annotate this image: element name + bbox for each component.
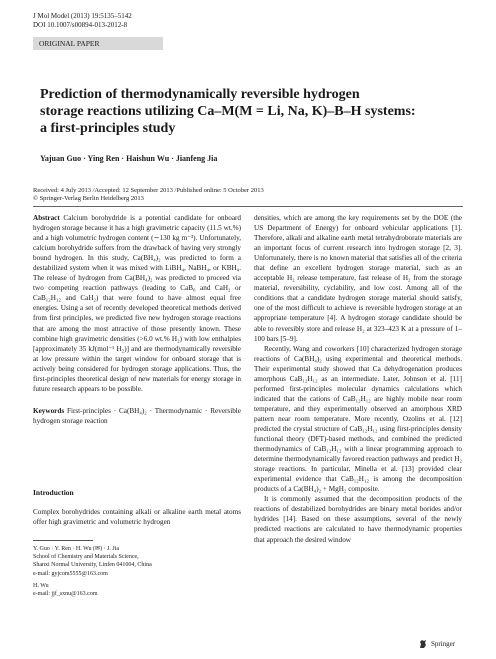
right-paragraph-1: densities, which are among the key requirements set by the DOE (the US Department of Energy) for onboard vehicular applications [1]. Therefore, alkali and alkaline earth metal tetrahydroborate materials are an important focus of current research into hydrogen storage [2, 3]. Unfortunately, there is no known material that satisfies all of the criteria that define an excellent hydrogen storage material, such as an acceptable H₂ release temperature, fast release of H₂ from the storage material, reversibility, cyclability, and low cost. Among all of the conditions that a candidate hydrogen storage material should satisfy, one of the most difficult to achieve is reversible hydrogen storage at an appropriate temperature [4]. A hydrogen storage candidate should be able to reversibly store and release H₂ at 323–423 K at a pressure of 1–100 bars [5–9]. [254, 214, 462, 343]
springer-horse-icon [418, 639, 428, 649]
abstract [33, 213, 241, 394]
footnote-email-1: e-mail: gyjcom5555@163.com [33, 570, 108, 577]
copyright: © Springer-Verlag Berlin Heidelberg 2013 [33, 195, 144, 202]
footnote-line-3: Shanxi Normal University, Linfen 041004, China [33, 562, 152, 569]
introduction-heading: Introduction [33, 488, 74, 497]
author-list: Yajuan Guo · Ying Ren · Haishun Wu · Jianfeng Jia [40, 154, 218, 163]
footnote-email-2: e-mail: jjf_sxnu@163.com [33, 591, 98, 598]
title-line-1: Prediction of thermodynamically reversible hydrogen [40, 87, 360, 102]
footnote-line-2: School of Chemistry and Materials Science, [33, 554, 139, 561]
publisher-mark [418, 639, 455, 649]
right-column [254, 213, 462, 545]
received-dates: Received: 4 July 2013 /Accepted: 12 September 2013 /Published online: 5 October 2013 [33, 187, 264, 194]
publisher-name: Springer [431, 640, 456, 648]
keywords-label: Keywords [33, 406, 65, 415]
journal-citation: J Mol Model (2013) 19:5135–5142 [33, 12, 132, 20]
article-type-band: ORIGINAL PAPER [33, 37, 163, 50]
author-affiliation [33, 545, 233, 598]
header-rule [33, 206, 463, 207]
footnote-line-5: H. Wu [33, 582, 49, 589]
keywords [33, 406, 241, 426]
right-paragraph-3: It is commonly assumed that the decomposition products of the reactions of destabilized borohydrides are binary metal borides and/or hydrides [14]. Based on these assumptions, several of the newly predicted reactions are calculated to have thermodynamic properties that approach the desired window [254, 495, 462, 544]
introduction-text: Complex borohydrides containing alkali or alkaline earth metal atoms offer high gravimetric and volumetric hydrogen [33, 508, 241, 527]
abstract-label: Abstract [33, 214, 60, 222]
footnote-rule [33, 540, 93, 541]
article-title [40, 86, 460, 137]
footnote-line-1: Y. Guo · Y. Ren · H. Wu (✉) · J. Jia [33, 546, 120, 552]
keywords-body: First-principles · Ca(BH₄)₂ · Thermodynamic · Reversible hydrogen storage reaction [33, 406, 241, 425]
abstract-body: Calcium borohydride is a potential candidate for onboard hydrogen storage because it has a high gravimetric capacity (11.5 wt.%) and a high volumetric hydrogen content (∼130 kg m⁻³). Unfortunately, calcium borohydride suffers from the drawback of having very strongly bound hydrogen. In this study, Ca(BH₄)₂ was predicted to form a destabilized system when it was mixed with LiBH₄, NaBH₄, or KBH₄. The release of hydrogen from Ca(BH₄)₂ was predicted to proceed via two competing reaction pathways (leading to CaB₆ and CaH₂ or CaB₁₂H₁₂ and CaH₂) that were found to have almost equal free energies. Using a set of recently developed theoretical methods derived from first principles, we predicted five new hydrogen storage reactions that are among the most attractive of those presently known. These combine high gravimetric densities (>6.0 wt.% H₂) with low enthalpies [approximately 35 kJ(mol⁻¹ H₂)] and are thermodynamically reversible at low pressure within the target window for onboard storage that is actively being considered for hydrogen storage applications. Thus, the first-principles theoretical design of new materials for energy storage in future research appears to be possible. [33, 214, 242, 393]
title-line-3: a first-principles study [40, 121, 176, 136]
introduction-paragraph [33, 507, 241, 527]
title-line-2: storage reactions utilizing Ca–M(M = Li, Na, K)–B–H systems: [40, 104, 416, 119]
doi: DOI 10.1007/s00894-013-2012-8 [33, 21, 128, 29]
right-paragraph-2: Recently, Wang and coworkers [10] characterized hydrogen storage reactions of Ca(BH₄)₂ using experimental and theoretical methods. Their experimental study showed that Ca dehydrogenation produces amorphous CaB₁₂H₁₂ as an intermediate. Later, Johnson et al. [11] performed first-principles molecular dynamics calculations which indicated that the cations of CaB₁₂H₁₂ are highly mobile near room temperature, and they experimentally observed an amorphous XRD pattern near room temperature. More recently, Ozolins et al. [12] predicted the crystal structure of CaB₁₂H₁₂ using first-principles density functional theory (DFT)-based methods, and combined the predicted thermodynamics of CaB₁₂H₁₂ with a linear programming approach to determine thermodynamically favored reaction pathways and predict H₂ storage reactions. In particular, Minella et al. [13] provided clear experimental evidence that CaB₁₂H₁₂ is among the decomposition products of a Ca(BH₄)₂ + MgH₂ composite. [254, 344, 462, 494]
left-column [33, 213, 241, 426]
